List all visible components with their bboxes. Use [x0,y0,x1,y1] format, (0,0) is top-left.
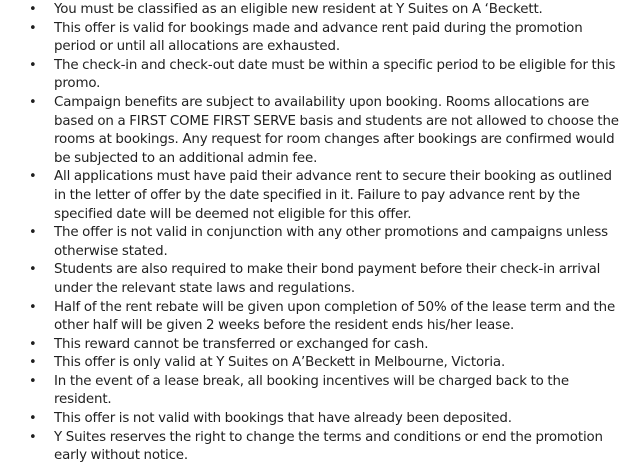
terms-list [0,1,631,466]
list-item [0,20,631,57]
term-text: This offer is valid for bookings made and advance rent paid during the promotion period or until all allocations are exhausted. [54,20,583,55]
list-item [0,410,631,429]
bullet-icon: • [29,411,37,427]
bullet-icon: • [29,262,37,278]
bullet-icon: • [29,225,37,241]
term-text: All applications must have paid their advance rent to secure their booking as outlined in the letter of offer by the date specified in it. Failure to pay advance rent by the specified date will be deemed not eligible for this offer. [54,169,612,222]
bullet-icon: • [29,373,37,389]
list-item [0,168,631,224]
term-text: Campaign benefits are subject to availability upon booking. Rooms allocations are based on a FIRST COME FIRST SERVE basis and students are not allowed to choose the rooms at bookings. Any request for room changes after bookings are confirmed would be subjected to an additional admin fee. [54,94,619,166]
term-text: This reward cannot be transferred or exchanged for cash. [54,336,429,352]
list-item [0,94,631,168]
bullet-icon: • [29,169,37,185]
term-text: Students are also required to make their bond payment before their check-in arrival under the relevant state laws and regulations. [54,262,601,296]
list-item [0,429,631,466]
term-text: This offer is only valid at Y Suites on A’Beckett in Melbourne, Victoria. [54,355,506,371]
list-item [0,299,631,336]
list-item [0,354,631,373]
bullet-icon: • [29,57,37,73]
list-item [0,373,631,410]
bullet-icon: • [29,2,37,17]
bullet-icon: • [29,336,37,352]
bullet-icon: • [29,299,37,315]
term-text: In the event of a lease break, all booking incentives will be charged back to the resident. [54,373,569,408]
bullet-icon: • [29,20,37,36]
term-text: The check-in and check-out date must be within a specific period to be eligible for this promo. [54,57,616,92]
bullet-icon: • [29,429,37,445]
term-text: You must be classified as an eligible new resident at Y Suites on A ‘Beckett. [54,2,543,17]
term-text: This offer is not valid with bookings that have already been deposited. [54,411,512,427]
list-item [0,261,631,298]
bullet-icon: • [29,94,37,110]
term-text: Half of the rent rebate will be given upon completion of 50% of the lease term and the other half will be given 2 weeks before the resident ends his/her lease. [54,299,616,334]
list-item [0,224,631,261]
list-item [0,1,631,20]
bullet-icon: • [29,355,37,371]
term-text: Y Suites reserves the right to change the terms and conditions or end the promotion early without notice. [54,429,603,464]
list-item [0,336,631,355]
term-text: The offer is not valid in conjunction with any other promotions and campaigns unless otherwise stated. [54,225,609,259]
list-item [0,57,631,94]
